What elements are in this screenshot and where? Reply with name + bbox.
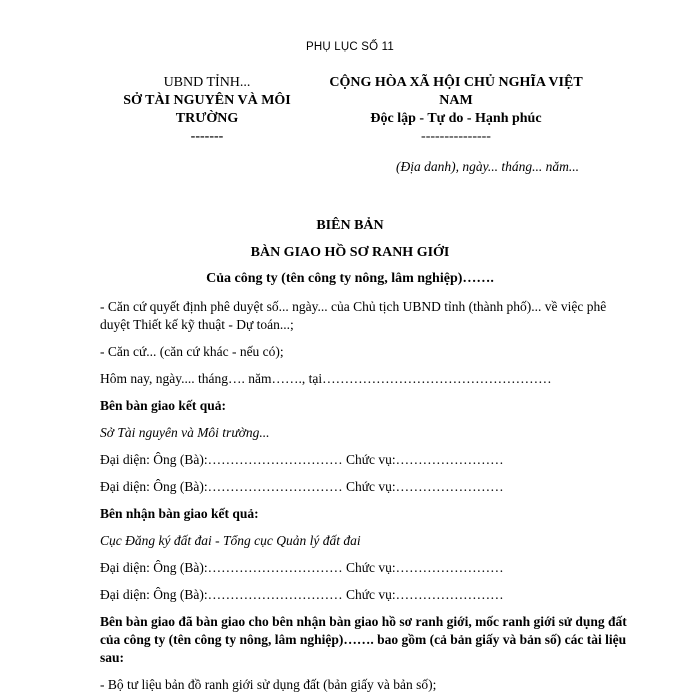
receiving-party-name: Cục Đăng ký đất đai - Tổng cục Quản lý đất đai — [100, 533, 361, 548]
motto: Độc lập - Tự do - Hạnh phúc — [370, 111, 542, 126]
handover-representative-2: Đại diện: Ông (Bà):………………………… Chức vụ:…………………… — [100, 479, 504, 494]
receiving-party-heading: Bên nhận bàn giao kết quả: — [100, 506, 259, 521]
national-line-1: CỘNG HÒA XÃ HỘI CHỦ NGHĨA VIỆT — [329, 75, 583, 90]
issuer-line-3: TRƯỜNG — [175, 111, 239, 126]
issuer-line-2: SỞ TÀI NGUYÊN VÀ MÔI — [123, 93, 291, 108]
document-list-item-1: - Bộ tư liệu bản đồ ranh giới sử dụng đất (bản giấy và bản số); — [100, 677, 437, 692]
document-title: BIÊN BẢN — [316, 218, 384, 233]
basis-paragraph-1: - Căn cứ quyết định phê duyệt số... ngày... của Chủ tịch UBND tỉnh (thành phố)... về việc phê duyệt Thiết kế kỹ thuật - Dự toán...; — [100, 299, 607, 332]
issuer-header — [112, 74, 302, 146]
motto-divider: --------------- — [421, 129, 491, 144]
national-header — [322, 74, 590, 146]
company-line: Của công ty (tên công ty nông, lâm nghiệp)……. — [206, 271, 494, 286]
issuer-line-1: UBND TỈNH... — [163, 75, 251, 90]
handover-representative-1: Đại diện: Ông (Bà):………………………… Chức vụ:…………………… — [100, 452, 504, 467]
receiving-representative-2: Đại diện: Ông (Bà):………………………… Chức vụ:…………………… — [100, 587, 504, 602]
issuer-divider: ------- — [190, 129, 224, 144]
document-body — [100, 298, 635, 694]
handover-statement: Bên bàn giao đã bàn giao cho bên nhận bàn giao hồ sơ ranh giới, mốc ranh giới sử dụng đất của công ty (tên công ty nông, lâm nghiệp)……. bao gồm (cả bản giấy và bản số) các tài liệu sau: — [100, 614, 627, 665]
basis-paragraph-2: - Căn cứ... (căn cứ khác - nếu có); — [100, 344, 284, 359]
receiving-representative-1: Đại diện: Ông (Bà):………………………… Chức vụ:…………………… — [100, 560, 504, 575]
national-line-2: NAM — [439, 93, 473, 108]
appendix-label: PHỤ LỤC SỐ 11 — [305, 41, 395, 53]
place-date: (Địa danh), ngày... tháng... năm... — [396, 159, 579, 174]
meeting-date-line: Hôm nay, ngày.... tháng…. năm……., tại…………………………………………… — [100, 371, 552, 386]
document-subtitle: BÀN GIAO HỒ SƠ RANH GIỚI — [250, 245, 450, 260]
handover-party-name: Sở Tài nguyên và Môi trường... — [100, 425, 270, 440]
handover-party-heading: Bên bàn giao kết quả: — [100, 398, 227, 413]
